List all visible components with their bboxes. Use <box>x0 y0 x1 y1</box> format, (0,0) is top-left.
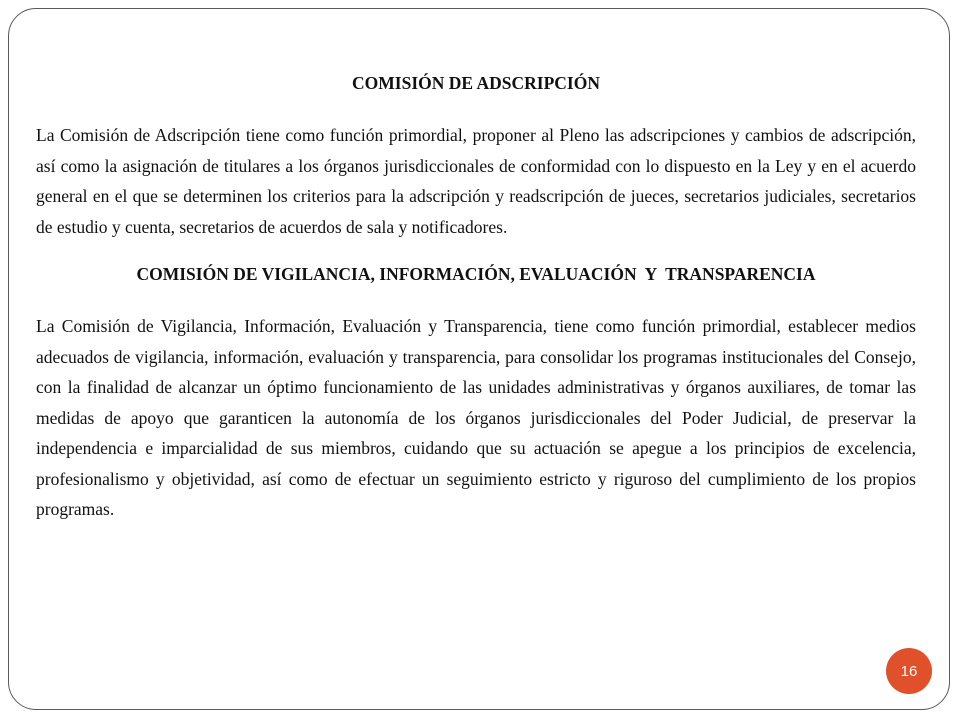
section-heading-adscripcion: COMISIÓN DE ADSCRIPCIÓN <box>352 73 600 93</box>
page-number: 16 <box>900 662 918 680</box>
section-paragraph-adscripcion: La Comisión de Adscripción tiene como función primordial, proponer al Pleno las adscripciones y cambios de adscripción, así como la asignación de titulares a los órganos jurisdiccionales de conformidad con lo dispuesto en la Ley y en el acuerdo general en el que se determinen los criterios para la adscripción y readscripción de jueces, secretarios judiciales, secretarios de estudio y cuenta, secretarios de acuerdos de sala y notificadores. <box>36 125 916 237</box>
page-number-badge <box>886 648 932 694</box>
slide-content <box>36 68 916 525</box>
section-paragraph-vigilancia: La Comisión de Vigilancia, Información, Evaluación y Transparencia, tiene como función primordial, establecer medios adecuados de vigilancia, información, evaluación y transparencia, para consolidar los programas institucionales del Consejo, con la finalidad de alcanzar un óptimo funcionamiento de las unidades administrativas y órganos auxiliares, de tomar las medidas de apoyo que garanticen la autonomía de los órganos jurisdiccionales del Poder Judicial, de preservar la independencia e imparcialidad de sus miembros, cuidando que su actuación se apegue a los principios de excelencia, profesionalismo y objetividad, así como de efectuar un seguimiento estricto y riguroso del cumplimiento de los propios programas. <box>36 316 916 519</box>
section-heading-vigilancia: COMISIÓN DE VIGILANCIA, INFORMACIÓN, EVALUACIÓN Y TRANSPARENCIA <box>136 264 816 284</box>
